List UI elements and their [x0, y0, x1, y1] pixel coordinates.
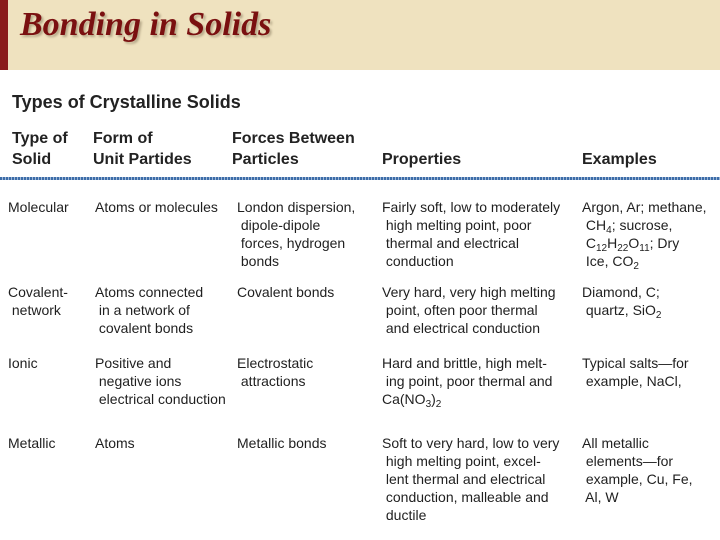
header-divider — [0, 177, 720, 180]
row-molecular-forces: London dispersion, dipole-dipole forces, hydrogen bonds — [237, 199, 356, 269]
row-covalent-type: Covalent- network — [8, 284, 68, 318]
row-covalent-forces: Covalent bonds — [237, 284, 335, 300]
header-form-of-unit: Form of Unit Partides — [93, 130, 192, 168]
row-ionic-forces: Electrostatic attractions — [237, 355, 314, 389]
row-molecular-form: Atoms or molecules — [95, 199, 218, 215]
row-covalent-properties: Very hard, very high melting point, often poor thermal and electrical conduction — [382, 284, 556, 336]
header-examples: Examples — [582, 151, 657, 168]
row-metallic-type: Metallic — [8, 435, 56, 451]
row-metallic-form: Atoms — [95, 435, 135, 451]
row-ionic-form: Positive and negative ions electrical conduction — [95, 355, 226, 407]
row-molecular-examples: Argon, Ar; methane, $CH_4$; sucrose, $C_{12}H_{22}O_{11}$; Dry Ice, $CO_2$ — [582, 199, 707, 272]
row-ionic-examples: Typical salts—for example, NaCl, — [582, 355, 689, 389]
header-type-of-solid: Type of Solid — [12, 130, 68, 168]
table-title: Types of Crystalline Solids — [12, 92, 241, 112]
row-covalent-form: Atoms connected in a network of covalent bonds — [95, 284, 204, 336]
title-banner — [0, 0, 720, 70]
banner-accent-bar — [0, 0, 8, 70]
row-metallic-forces: Metallic bonds — [237, 435, 327, 451]
row-ionic-type: Ionic — [8, 355, 38, 371]
row-molecular-properties: Fairly soft, low to moderately high melting point, poor thermal and electrical conduction — [382, 199, 561, 269]
slide-title: Bonding in Solids — [20, 6, 272, 43]
row-molecular-type: Molecular — [8, 199, 69, 215]
header-forces: Forces Between Particles — [232, 130, 355, 168]
row-covalent-examples: Diamond, C; quartz, SiO$_2$ — [582, 284, 662, 321]
header-properties: Properties — [382, 151, 462, 168]
row-metallic-properties: Soft to very hard, low to very high melting point, excel- lent thermal and electrical conduction, malleable and ductile — [382, 435, 560, 523]
row-ionic-properties: Hard and brittle, high melt- ing point, poor thermal and $Ca(NO_3)_2$ — [382, 355, 553, 410]
row-metallic-examples: All metallic elements—for example, Cu, Fe, Al, W — [582, 435, 693, 505]
